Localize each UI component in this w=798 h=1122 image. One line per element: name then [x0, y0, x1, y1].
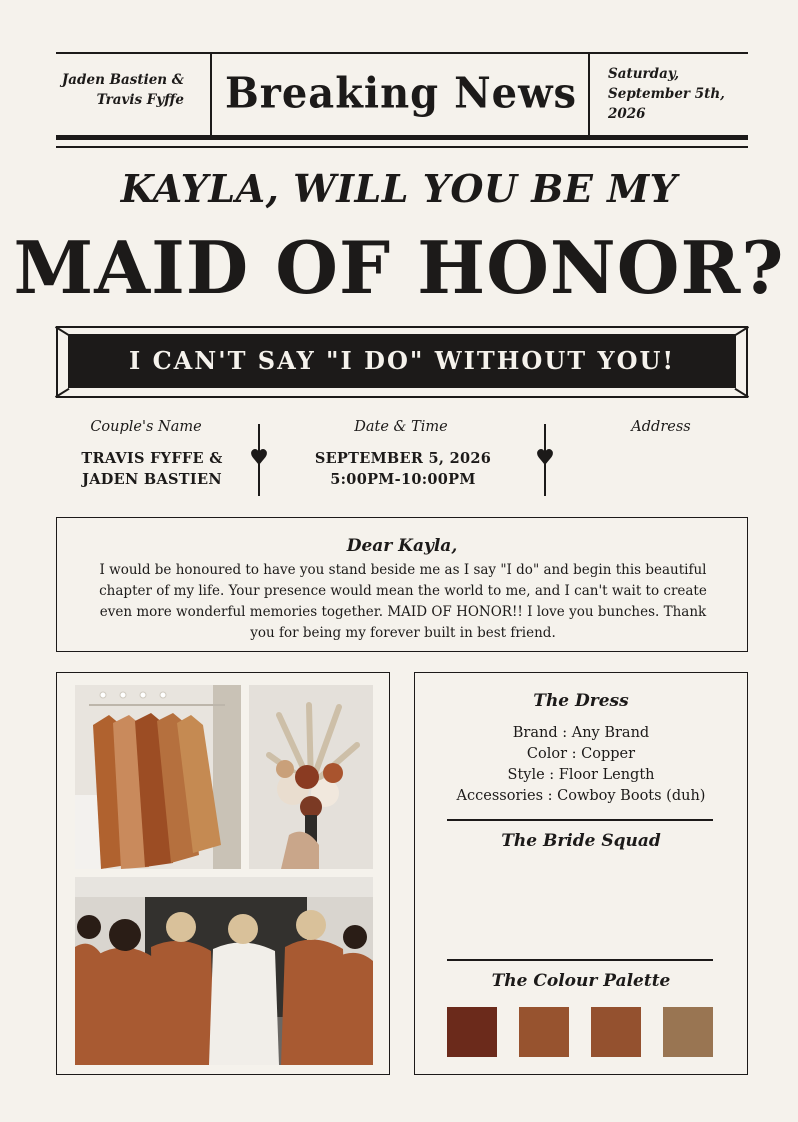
masthead-thick-rule	[56, 135, 748, 140]
masthead-date-line2: September 5th,	[608, 86, 725, 102]
palette-swatch	[663, 1007, 713, 1057]
dress-accessories: Accessories : Cowboy Boots (duh)	[456, 788, 706, 804]
details-rule	[447, 819, 713, 821]
dresses-illustration	[75, 685, 241, 869]
datetime-value	[302, 448, 504, 490]
palette-swatch	[591, 1007, 641, 1057]
banner-corner	[734, 388, 749, 398]
event-date: SEPTEMBER 5, 2026	[314, 450, 492, 467]
couple-name-line1: TRAVIS FYFFE &	[81, 450, 223, 467]
dress-details	[415, 723, 747, 807]
heart-icon: ♥	[249, 446, 269, 471]
masthead-thin-rule	[56, 146, 748, 148]
kicker-headline: KAYLA, WILL YOU BE MY	[120, 166, 678, 211]
palette-heading: The Colour Palette	[491, 971, 671, 991]
bride-squad-photo	[75, 877, 373, 1065]
masthead-names-line1: Jaden Bastien &	[61, 72, 184, 88]
event-time: 5:00PM-10:00PM	[330, 471, 476, 488]
heart-icon: ♥	[535, 446, 555, 471]
masthead-date-line1: Saturday,	[608, 66, 680, 82]
details-box	[414, 672, 748, 1075]
letter-line: I would be honoured to have you stand beside me as I say "I do" and begin this beautiful	[99, 562, 707, 578]
masthead-date	[608, 64, 748, 124]
letter-body	[85, 560, 721, 644]
bride-squad-heading: The Bride Squad	[501, 831, 661, 851]
masthead-date-line3: 2026	[608, 106, 646, 122]
datetime-label: Date & Time	[354, 419, 448, 435]
palette-swatch	[519, 1007, 569, 1057]
details-rule	[447, 959, 713, 961]
masthead-names-line2: Travis Fyffe	[96, 92, 184, 108]
dress-heading: The Dress	[533, 691, 629, 711]
dresses-photo	[75, 685, 241, 869]
photo-collage	[56, 672, 390, 1075]
letter-line: chapter of my life. Your presence would mean the world to me, and I can't wait to create	[99, 583, 707, 599]
masthead-couple-names	[56, 70, 184, 110]
letter-greeting: Dear Kayla,	[346, 536, 458, 556]
masthead-top-rule	[56, 52, 748, 54]
address-label: Address	[631, 419, 691, 435]
bouquet-illustration	[249, 685, 373, 869]
main-headline: MAID OF HONOR?	[13, 225, 785, 310]
banner-corner	[55, 388, 70, 398]
dress-style: Style : Floor Length	[507, 767, 655, 783]
couple-name-value	[72, 448, 232, 490]
couple-name-line2: JADEN BASTIEN	[82, 471, 222, 488]
bride-squad-illustration	[75, 877, 373, 1065]
letter-line: you for being my forever built in best friend.	[250, 625, 556, 641]
dress-color: Color : Copper	[526, 746, 636, 762]
dress-brand: Brand : Any Brand	[512, 725, 650, 741]
palette-swatch	[447, 1007, 497, 1057]
couple-name-label: Couple's Name	[90, 419, 202, 435]
bouquet-photo	[249, 685, 373, 869]
letter-line: even more wonderful memories together. MAID OF HONOR!! I love you bunches. Thank	[99, 604, 707, 620]
letter-box	[56, 517, 748, 652]
masthead-title: Breaking News	[224, 68, 578, 119]
banner-corner	[734, 326, 749, 336]
banner-text: I CAN'T SAY "I DO" WITHOUT YOU!	[68, 334, 736, 388]
